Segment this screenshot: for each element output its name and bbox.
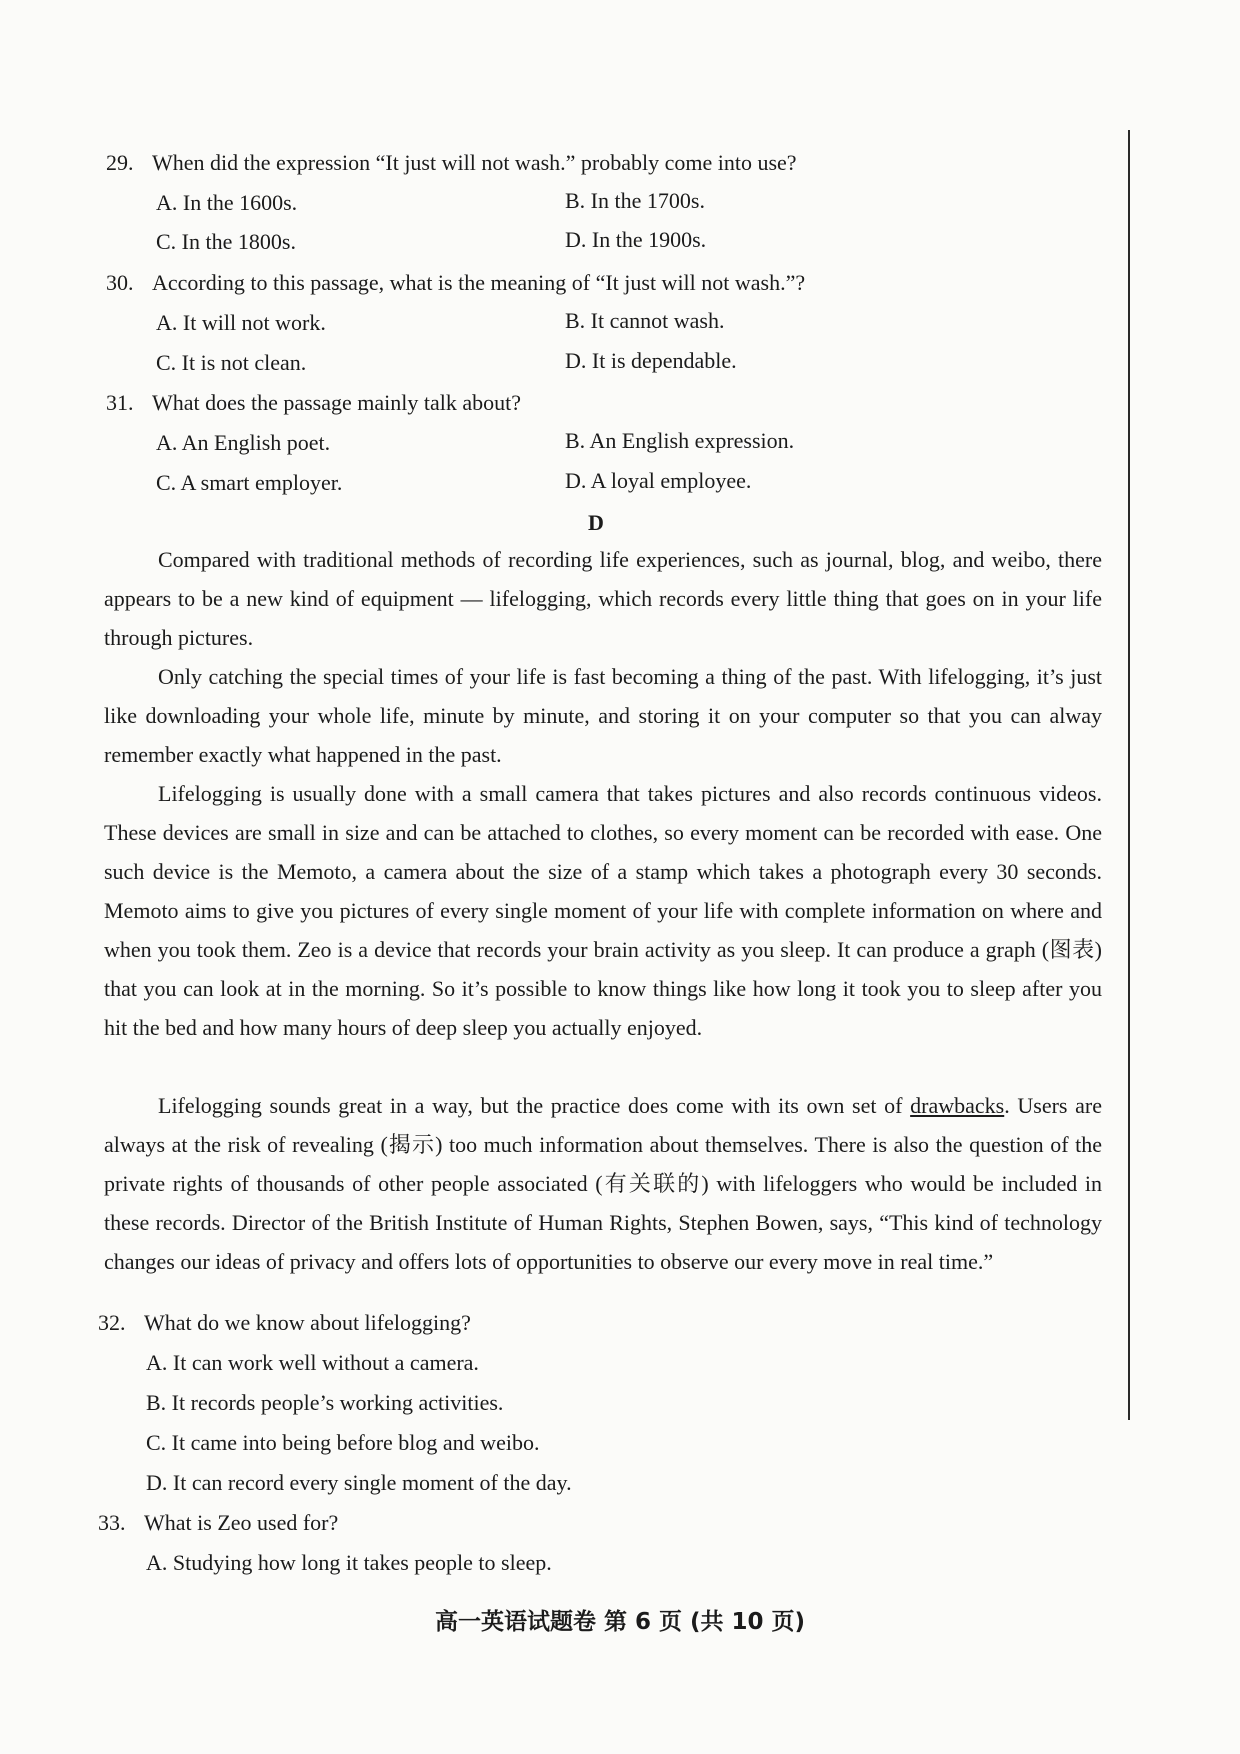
option-d: D. A loyal employee.	[565, 468, 752, 493]
option-c: C. A smart employer.	[156, 470, 343, 495]
passage-paragraph-1: Compared with traditional methods of recording life experiences, such as journal, blog, and weibo, there appears to be a new kind of equipment — lifelogging, which records every little thing that goes on in your life through pictures.	[104, 547, 1102, 650]
option-a: A. An English poet.	[156, 430, 331, 455]
option-d: D. In the 1900s.	[565, 227, 707, 252]
binding-line	[1128, 130, 1130, 1420]
question-number: 32.	[98, 1310, 126, 1335]
question-stem: What do we know about lifelogging?	[144, 1310, 471, 1335]
question-30	[106, 270, 805, 296]
paragraph-text: Lifelogging sounds great in a way, but the practice does come with its own set of	[158, 1093, 911, 1118]
option-c: C. It came into being before blog and weibo.	[146, 1430, 540, 1455]
question-32	[98, 1310, 471, 1336]
question-stem: What is Zeo used for?	[144, 1510, 339, 1535]
question-stem: What does the passage mainly talk about?	[152, 390, 521, 415]
option-a: A. It will not work.	[156, 310, 326, 335]
paragraph-text: . Users are always at the risk of revealing (揭示) too much information about themselves. There is also the question of the private rights of thousands of other people associated (有关联的) with lifeloggers who would be included in these records. Director of the British Institute of Human Rights, Stephen Bowen, says, “This kind of technology changes our ideas of privacy and offers lots of opportunities to observe our every move in real time.”	[104, 1093, 1102, 1274]
question-33	[98, 1510, 338, 1536]
question-number: 33.	[98, 1510, 126, 1535]
option-a: A. In the 1600s.	[156, 190, 298, 215]
option-c: C. In the 1800s.	[156, 229, 296, 254]
section-heading: D	[588, 510, 604, 535]
passage-paragraph-2: Only catching the special times of your life is fast becoming a thing of the past. With lifelogging, it’s just like downloading your whole life, minute by minute, and storing it on your computer so that you can alway remember exactly what happened in the past.	[104, 664, 1102, 767]
question-stem: When did the expression “It just will not wash.” probably come into use?	[152, 150, 797, 175]
question-stem: According to this passage, what is the meaning of “It just will not wash.”?	[152, 270, 806, 295]
page-footer: 高一英语试题卷 第 6 页 (共 10 页)	[434, 1609, 806, 1635]
option-d: D. It is dependable.	[565, 348, 737, 373]
option-b: B. An English expression.	[565, 428, 795, 453]
option-d: D. It can record every single moment of the day.	[146, 1470, 572, 1495]
passage-paragraph-3: Lifelogging is usually done with a small camera that takes pictures and also records continuous videos. These devices are small in size and can be attached to clothes, so every moment can be recorded with ease. One such device is the Memoto, a camera about the size of a stamp which takes a photograph every 30 seconds. Memoto aims to give you pictures of every single moment of your life with complete information on where and when you took them. Zeo is a device that records your brain activity as you sleep. It can produce a graph (图表) that you can look at in the morning. So it’s possible to know things like how long it took you to sleep after you hit the bed and how many hours of deep sleep you actually enjoyed.	[104, 781, 1102, 1040]
option-a: A. Studying how long it takes people to sleep.	[146, 1550, 552, 1575]
passage-paragraph-4	[104, 1086, 1102, 1281]
option-b: B. It records people’s working activities.	[146, 1390, 504, 1415]
question-number: 29.	[106, 150, 134, 175]
question-31	[106, 390, 521, 416]
underlined-word: drawbacks	[910, 1093, 1005, 1118]
option-b: B. In the 1700s.	[565, 188, 705, 213]
option-c: C. It is not clean.	[156, 350, 307, 375]
option-a: A. It can work well without a camera.	[146, 1350, 479, 1375]
option-b: B. It cannot wash.	[565, 308, 725, 333]
question-number: 30.	[106, 270, 134, 295]
question-number: 31.	[106, 390, 134, 415]
question-29	[106, 150, 797, 176]
